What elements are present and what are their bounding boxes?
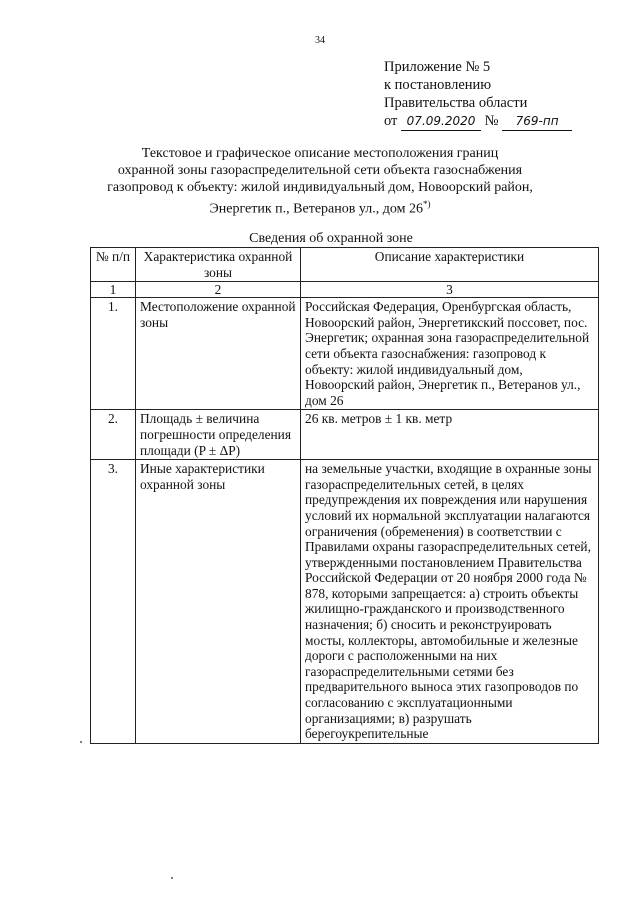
scan-speck (80, 741, 82, 743)
index-cell-3: 3 (301, 282, 599, 298)
appendix-ot: от (384, 113, 398, 129)
appendix-number: 769-пп (502, 112, 572, 131)
row-characteristic: Местоположение охранной зоны (136, 298, 301, 410)
row-number: 1. (91, 298, 136, 410)
appendix-date: 07.09.2020 (401, 112, 481, 131)
zone-table (90, 247, 599, 744)
table-index-row (91, 282, 599, 298)
page-number: 34 (315, 35, 325, 46)
index-cell-1: 1 (91, 282, 136, 298)
appendix-line-2: к постановлению (384, 77, 492, 93)
document-title (80, 145, 560, 218)
row-characteristic: Площадь ± величина погрешности определения площади (P ± ΔP) (136, 410, 301, 460)
header-characteristic: Характеристика охранной зоны (136, 248, 301, 282)
appendix-line-1: Приложение № 5 (384, 59, 491, 75)
title-line-2: охранной зоны газораспределительной сети объекта газоснабжения (117, 163, 523, 178)
row-description: 26 кв. метров ± 1 кв. метр (301, 410, 599, 460)
table-row (91, 298, 599, 410)
table-header-row (91, 248, 599, 282)
appendix-no: № (484, 113, 499, 129)
footnote-mark: *) (422, 199, 431, 209)
header-number: № п/п (91, 248, 136, 282)
table-caption: Сведения об охранной зоне (249, 231, 413, 246)
row-description: на земельные участки, входящие в охранные зоны газораспределительных сетей, в целях предупреждения их повреждения или нарушения условий их нормальной эксплуатации налагаются ограничения (обременения) в соответствии с Правилами охраны газораспределительных сетей, утвержденными постановлением Правительства Российской Федерации от 20 ноября 2000 года № 878, которыми запрещается: а) строить объекты жилищно-гражданского и производственного назначения; б) сносить и реконструировать мосты, коллекторы, автомобильные и железные дороги с расположенными на них газораспределительными сетями без предварительного выноса этих газопроводов по согласованию с эксплуатационными организациями; в) разрушать берегоукрепительные (301, 460, 599, 744)
row-characteristic: Иные характеристики охранной зоны (136, 460, 301, 744)
row-description: Российская Федерация, Оренбургская область, Новоорский район, Энергетикский поссовет, пос. Энергетик; охранная зона газораспределительной сети объекта газоснабжения: газопровод к объекту: жилой индивидуальный дом, Новоорский район, Энергетик п., Ветеранов ул., дом 26 (301, 298, 599, 410)
scan-speck (171, 877, 173, 879)
row-number: 2. (91, 410, 136, 460)
index-cell-2: 2 (136, 282, 301, 298)
row-number: 3. (91, 460, 136, 744)
title-line-4 (80, 196, 560, 218)
appendix-line-4 (384, 112, 572, 131)
table-row (91, 460, 599, 744)
appendix-line-3: Правительства области (384, 95, 528, 111)
title-line-1: Текстовое и графическое описание местоположения границ (141, 146, 499, 161)
header-description: Описание характеристики (301, 248, 599, 282)
appendix-block (384, 58, 572, 131)
table-row (91, 410, 599, 460)
title-line-3: газопровод к объекту: жилой индивидуальный дом, Новоорский район, (107, 180, 533, 195)
title-line-4-text: Энергетик п., Ветеранов ул., дом 26 (209, 201, 423, 217)
